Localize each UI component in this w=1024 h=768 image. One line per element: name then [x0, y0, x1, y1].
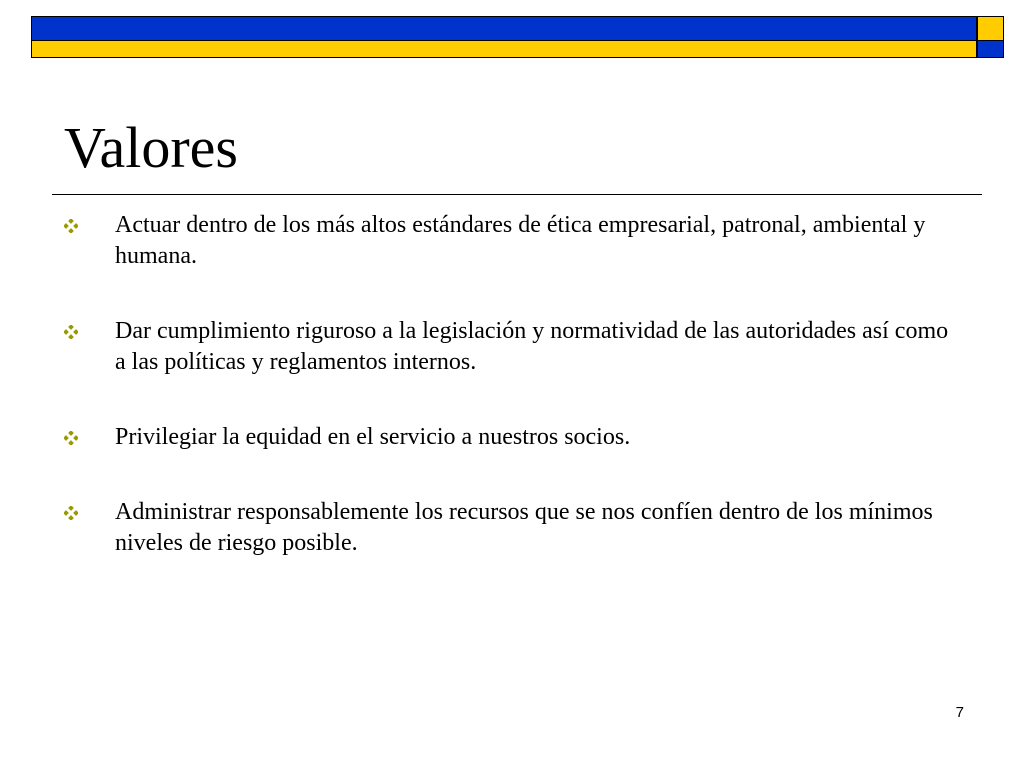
bullet-item: [64, 316, 964, 378]
bullet-item: [64, 422, 964, 453]
diamond-bullet-icon: [64, 431, 78, 445]
header-yellow-bar: [31, 41, 977, 58]
title-divider: [52, 194, 982, 195]
diamond-bullet-icon: [64, 219, 78, 233]
bullet-item: [64, 210, 964, 272]
bullet-text: Privilegiar la equidad en el servicio a nuestros socios.: [115, 424, 631, 450]
page-number: 7: [955, 704, 964, 721]
diamond-bullet-icon: [64, 325, 78, 339]
bullet-text: Dar cumplimiento riguroso a la legislación y normatividad de las autoridades así como a las políticas y reglamentos internos.: [115, 318, 949, 375]
bullet-list: [64, 210, 964, 603]
bullet-text: Administrar responsablemente los recursos que se nos confíen dentro de los mínimos niveles de riesgo posible.: [115, 499, 933, 556]
diamond-bullet-icon: [64, 506, 78, 520]
bullet-text: Actuar dentro de los más altos estándares de ética empresarial, patronal, ambiental y humana.: [115, 212, 926, 269]
header-blue-square: [977, 41, 1004, 58]
bullet-item: [64, 497, 964, 559]
header-blue-bar: [31, 16, 977, 41]
slide-title: Valores: [64, 115, 238, 180]
header-yellow-square: [977, 16, 1004, 41]
